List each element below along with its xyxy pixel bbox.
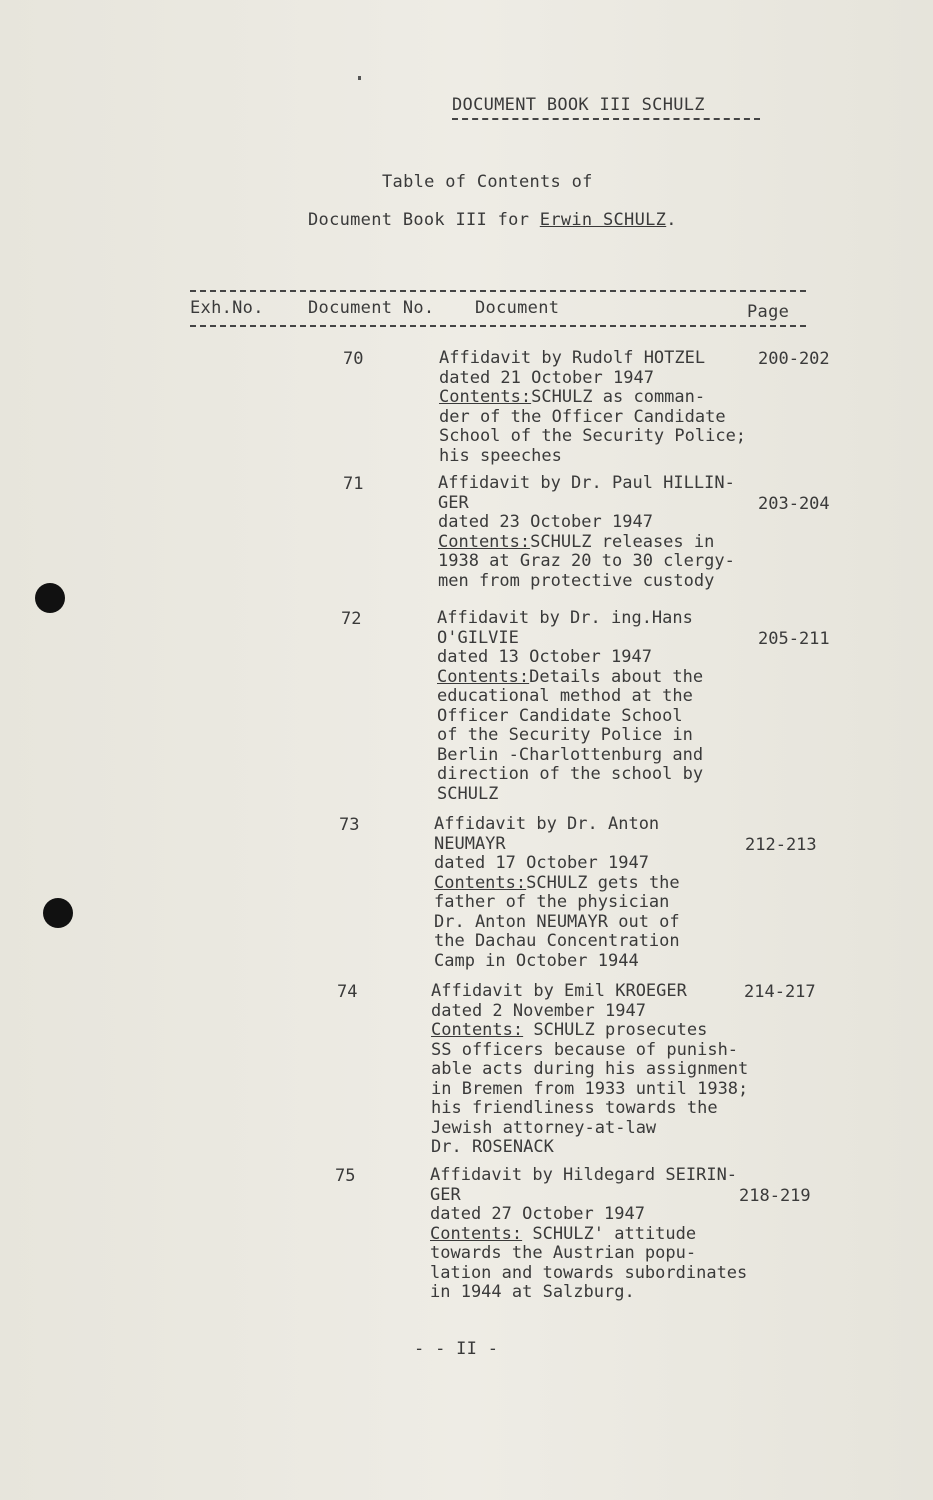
entry-line: dated 13 October 1947 — [437, 647, 652, 667]
entry-line: in 1944 at Salzburg. — [430, 1282, 635, 1302]
entry-description — [439, 349, 746, 466]
table-header-rule — [190, 325, 806, 327]
punch-hole — [43, 898, 73, 928]
entry-line: Affidavit by Hildegard SEIRIN- — [430, 1165, 738, 1185]
entry-line: of the Security Police in — [437, 725, 693, 745]
subtitle-suffix: . — [666, 210, 677, 230]
entry-line: father of the physician — [434, 892, 670, 912]
entry-line: Contents:SCHULZ gets the — [434, 872, 680, 893]
entry-page-range: 214-217 — [744, 982, 816, 1002]
column-header-page: Page — [747, 302, 790, 322]
entry-number: 75 — [335, 1166, 356, 1186]
entry-line: Contents: SCHULZ' attitude — [430, 1223, 697, 1244]
contents-label: Contents: — [434, 872, 527, 893]
entry-line: der of the Officer Candidate — [439, 406, 726, 427]
entry-line: dated 27 October 1947 — [430, 1204, 645, 1224]
entry-number: 73 — [339, 815, 360, 835]
entry-line: Dr. ROSENACK — [431, 1137, 554, 1157]
entry-line: dated 23 October 1947 — [438, 512, 653, 532]
entry-line: Dr. Anton NEUMAYR out of — [434, 911, 680, 932]
column-header-document: Document — [475, 298, 560, 318]
entry-line: Contents:SCHULZ as comman- — [439, 387, 706, 407]
entry-line: educational method at the — [437, 686, 693, 706]
entry-line: O'GILVIE — [437, 627, 519, 648]
entry-line: Affidavit by Dr. ing.Hans — [437, 608, 693, 628]
entry-description — [430, 1166, 747, 1303]
entry-line: his friendliness towards the — [431, 1098, 718, 1118]
entry-line: men from protective custody — [438, 570, 715, 591]
contents-label: Contents: — [438, 531, 531, 552]
contents-label: Contents: — [430, 1223, 523, 1244]
document-title: DOCUMENT BOOK III SCHULZ — [452, 95, 705, 115]
entry-line: dated 21 October 1947 — [439, 367, 654, 388]
entry-line: Contents:SCHULZ releases in — [438, 531, 715, 552]
entry-page-range: 205-211 — [758, 628, 830, 649]
entry-line: GER — [438, 492, 469, 513]
entry-line: dated 17 October 1947 — [434, 853, 649, 873]
contents-label: Contents: — [439, 387, 532, 407]
entry-line: Affidavit by Dr. Paul HILLIN- — [438, 473, 735, 493]
page-number: - - II - — [414, 1339, 499, 1359]
subtitle-line-2 — [308, 211, 677, 231]
entry-line: Jewish attorney-at-law — [431, 1117, 657, 1138]
contents-label: Contents: — [437, 666, 530, 687]
entry-line: able acts during his assignment — [431, 1059, 749, 1079]
entry-line: Camp in October 1944 — [434, 950, 639, 971]
punch-hole — [35, 583, 65, 613]
column-header-document-no: Document No. — [308, 298, 435, 318]
entry-page-range: 203-204 — [758, 493, 830, 514]
entry-line: in Bremen from 1933 until 1938; — [431, 1078, 749, 1099]
entry-line: Contents: SCHULZ prosecutes — [431, 1020, 708, 1040]
entry-line: NEUMAYR — [434, 833, 506, 854]
entry-line: Affidavit by Rudolf HOTZEL — [439, 348, 706, 368]
entry-description — [431, 982, 748, 1158]
entry-page-range: 212-213 — [745, 834, 817, 855]
entry-line: Affidavit by Emil KROEGER — [431, 981, 687, 1001]
entry-line: 1938 at Graz 20 to 30 clergy- — [438, 551, 735, 571]
entry-line: Officer Candidate School — [437, 705, 683, 726]
entry-line: SCHULZ — [437, 783, 499, 804]
entry-line: towards the Austrian popu- — [430, 1243, 697, 1263]
subtitle-line-1: Table of Contents of — [382, 172, 593, 192]
entry-line: GER — [430, 1184, 461, 1205]
ink-speck — [358, 76, 361, 80]
entry-line: Berlin -Charlottenburg and — [437, 744, 704, 765]
column-header-exh-no: Exh.No. — [190, 298, 264, 318]
entry-number: 71 — [343, 474, 364, 494]
entry-line: lation and towards subordinates — [430, 1262, 748, 1283]
subtitle-prefix: Document Book III for — [308, 210, 540, 230]
table-top-rule — [190, 290, 806, 292]
entry-description — [434, 815, 680, 971]
title-underline — [452, 118, 760, 120]
entry-page-range: 218-219 — [739, 1185, 811, 1206]
entry-line: dated 2 November 1947 — [431, 1000, 646, 1021]
entry-line: SS officers because of punish- — [431, 1039, 739, 1060]
entry-line: Affidavit by Dr. Anton — [434, 814, 660, 834]
subtitle-name: Erwin SCHULZ — [539, 210, 667, 230]
entry-page-range: 200-202 — [758, 349, 830, 369]
entry-line: School of the Security Police; — [439, 426, 747, 446]
contents-label: Contents: — [431, 1020, 524, 1040]
entry-line: the Dachau Concentration — [434, 931, 680, 951]
entry-line: Contents:Details about the — [437, 666, 704, 687]
entry-line: direction of the school by — [437, 764, 704, 784]
entry-number: 70 — [343, 349, 364, 369]
entry-description — [437, 609, 703, 804]
entry-number: 72 — [341, 609, 362, 629]
entry-number: 74 — [337, 982, 358, 1002]
entry-description — [438, 474, 735, 591]
entry-line: his speeches — [439, 445, 562, 466]
